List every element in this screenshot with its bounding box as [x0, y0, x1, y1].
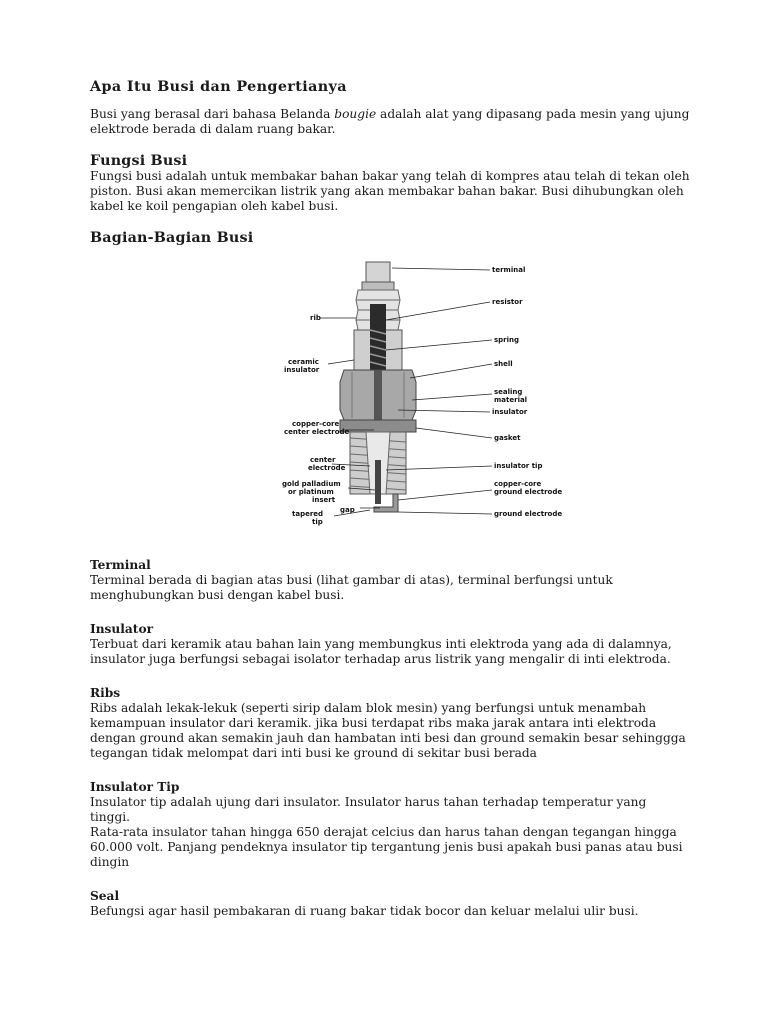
section-heading: Insulator Tip: [90, 780, 180, 794]
bagian-heading: Bagian-Bagian Busi: [90, 230, 254, 246]
label-insulator-left: insulator: [284, 366, 320, 374]
section-body: [90, 904, 690, 919]
label-insert: insert: [312, 496, 336, 504]
section-heading: Seal: [90, 889, 120, 903]
spark-plug-body: [340, 262, 416, 512]
section-heading: Ribs: [90, 686, 121, 700]
label-center-electrode: center electrode: [284, 428, 350, 436]
label-rib: rib: [310, 314, 321, 322]
fungsi-line: kabel ke koil pengapian oleh kabel busi.: [90, 199, 339, 213]
section-line: Terminal berada di bagian atas busi (lihat gambar di atas), terminal berfungsi untuk: [90, 573, 613, 587]
section-line: Befungsi agar hasil pembakaran di ruang bakar tidak bocor dan keluar melalui ulir busi.: [90, 904, 639, 918]
label-copper-core-left: copper-core: [292, 420, 340, 428]
section-heading: Terminal: [90, 558, 151, 572]
section-line: insulator juga berfungsi sebagai isolator terhadap arus listrik yang mengalir di inti elektroda.: [90, 652, 671, 666]
label-electrode: electrode: [308, 464, 346, 472]
intro-text-before: Busi yang berasal dari bahasa Belanda: [90, 107, 335, 121]
label-material: material: [494, 396, 528, 404]
section-line: kemampuan insulator dari keramik. jika busi terdapat ribs maka jarak antara inti elektroda: [90, 716, 657, 730]
section-body: [90, 573, 690, 603]
section-body: [90, 795, 690, 870]
page-title: Apa Itu Busi dan Pengertianya: [90, 79, 347, 95]
fungsi-heading: Fungsi Busi: [90, 153, 188, 169]
section-line: dengan ground akan semakin jauh dan hambatan inti besi dan ground semakin besar sehinggga: [90, 731, 686, 745]
section-terminal: [90, 558, 690, 603]
intro-text-after: adalah alat yang dipasang pada mesin yang ujung: [376, 107, 690, 121]
section-insulator: [90, 622, 690, 667]
label-shell: shell: [494, 360, 513, 368]
section-line: Rata-rata insulator tahan hingga 650 derajat celcius dan harus tahan dengan tegangan hingga: [90, 825, 677, 839]
label-ground-electrode: ground electrode: [494, 510, 563, 518]
section-line: Terbuat dari keramik atau bahan lain yang membungkus inti elektroda yang ada di dalamnya,: [90, 637, 672, 651]
intro-italic-word: bougie: [334, 107, 377, 121]
label-terminal: terminal: [492, 266, 526, 274]
document-page: [90, 79, 690, 918]
label-or-platinum: or platinum: [288, 488, 334, 496]
fungsi-line: piston. Busi akan memercikan listrik yang akan membakar bahan bakar. Busi dihubungkan oleh: [90, 184, 684, 198]
section-line: Ribs adalah lekak-lekuk (seperti sirip dalam blok mesin) yang berfungsi untuk menambah: [90, 701, 647, 715]
label-center: center: [310, 456, 336, 464]
label-ground-electrode-upper: ground electrode: [494, 488, 563, 496]
label-spring: spring: [494, 336, 520, 344]
label-resistor: resistor: [492, 298, 523, 306]
section-seal: [90, 889, 690, 919]
label-gold-palladium: gold palladium: [282, 480, 341, 488]
spark-plug-illustration: [270, 260, 610, 560]
fungsi-line: Fungsi busi adalah untuk membakar bahan bakar yang telah di kompres atau telah di tekan oleh: [90, 169, 690, 183]
bagian-section: [90, 231, 690, 246]
fungsi-paragraph: [90, 169, 690, 214]
section-insulator-tip: [90, 780, 690, 870]
label-sealing: sealing: [494, 388, 523, 396]
label-gasket: gasket: [494, 434, 521, 442]
section-body: [90, 701, 690, 761]
label-tapered: tapered: [292, 510, 324, 518]
label-copper-core-right: copper-core: [494, 480, 542, 488]
section-line: tegangan tidak melompat dari inti busi ke ground di sekitar busi berada: [90, 746, 537, 760]
section-line: Insulator tip adalah ujung dari insulator. Insulator harus tahan terhadap temperatur yang tinggi.: [90, 795, 647, 824]
label-insulator-tip: insulator tip: [494, 462, 543, 470]
section-line: dingin: [90, 855, 130, 869]
section-line: menghubungkan busi dengan kabel busi.: [90, 588, 345, 602]
section-heading: Insulator: [90, 622, 153, 636]
label-gap: gap: [340, 506, 355, 514]
parts-description: [90, 558, 690, 938]
fungsi-section: [90, 154, 690, 214]
section-ribs: [90, 686, 690, 761]
spark-plug-diagram: [270, 260, 610, 560]
intro-paragraph: [90, 107, 690, 137]
label-ceramic: ceramic: [288, 358, 319, 366]
section-line: 60.000 volt. Panjang pendeknya insulator tip tergantung jenis busi apakah busi panas atau busi: [90, 840, 683, 854]
section-body: [90, 637, 690, 667]
label-tip: tip: [312, 518, 323, 526]
label-insulator-right: insulator: [492, 408, 528, 416]
intro-text-line2: elektrode berada di dalam ruang bakar.: [90, 122, 336, 136]
